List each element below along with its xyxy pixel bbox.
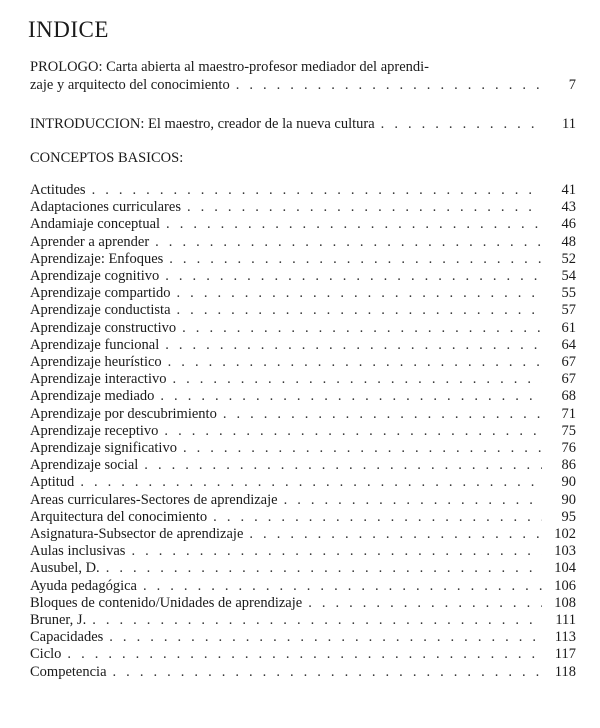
entry-page-number: 52 [561, 250, 576, 267]
dot-leader [80, 474, 542, 491]
entry-page-number: 67 [561, 354, 576, 370]
dot-leader [160, 388, 542, 405]
entry-title: Bloques de contenido/Unidades de aprendizaje [30, 594, 303, 611]
dot-leader [177, 302, 542, 319]
dot-leader [166, 216, 542, 233]
entry-page-number: 117 [554, 646, 576, 663]
index-entry [30, 664, 576, 681]
entry-page-number: 108 [554, 594, 576, 611]
dot-leader [169, 251, 542, 268]
entry-title: Aprendizaje funcional [30, 336, 160, 353]
entry-title: Aprendizaje: Enfoques [30, 250, 164, 267]
index-entry [30, 440, 576, 457]
dot-leader [165, 337, 542, 354]
dot-leader [182, 320, 542, 337]
index-entry [30, 612, 576, 629]
entry-page-number: 103 [554, 543, 576, 560]
entry-title: Aprendizaje cognitivo [30, 268, 160, 284]
index-entry [30, 371, 576, 388]
entry-page-number: 55 [561, 285, 576, 302]
entry-page-number: 113 [554, 629, 576, 646]
entry-title: Ciclo [30, 646, 62, 663]
entry-title: Ausubel, D. [30, 560, 100, 577]
entry-page-number: 111 [555, 612, 576, 628]
index-entry [30, 578, 576, 595]
entry-page-number: 90 [561, 474, 576, 491]
entry-title: Ayuda pedagógica [30, 577, 137, 594]
entry-page-number: 118 [554, 663, 576, 680]
dot-leader [155, 234, 542, 251]
entry-title: Aprendizaje heurístico [30, 354, 162, 370]
entry-page-number: 67 [561, 371, 576, 388]
dot-leader [106, 560, 542, 577]
entry-title: Andamiaje conceptual [30, 216, 161, 233]
entry-page-number: 41 [561, 182, 576, 198]
index-entry [30, 320, 576, 337]
prologo-page-number: 7 [568, 77, 576, 93]
entry-page-number: 75 [561, 422, 576, 439]
index-entry [30, 302, 576, 319]
dot-leader [165, 268, 542, 285]
entry-page-number: 48 [561, 233, 576, 250]
index-entry [30, 423, 576, 440]
entry-page-number: 46 [561, 216, 576, 233]
dot-leader [109, 629, 542, 646]
introduccion-text: INTRODUCCION: El maestro, creador de la nueva cultura [30, 116, 375, 132]
index-entry [30, 199, 576, 216]
entry-title: Areas curriculares-Sectores de aprendizaje [30, 491, 278, 508]
dot-leader [113, 664, 542, 681]
entry-title: Aulas inclusivas [30, 543, 126, 560]
entry-title: Aprendizaje constructivo [30, 319, 177, 336]
entry-title: Aprendizaje mediado [30, 388, 155, 405]
entry-page-number: 61 [561, 319, 576, 336]
dot-leader [381, 116, 542, 133]
entry-title: Aprendizaje significativo [30, 440, 177, 456]
index-entry [30, 474, 576, 491]
dot-leader [308, 595, 542, 612]
index-entry [30, 354, 576, 371]
entry-page-number: 104 [554, 560, 576, 577]
entry-title: Actitudes [30, 182, 86, 198]
page-title: INDICE [28, 17, 109, 42]
index-entry [30, 216, 576, 233]
dot-leader [168, 354, 542, 371]
dot-leader [223, 406, 542, 423]
dot-leader [67, 646, 542, 663]
index-entry [30, 268, 576, 285]
entry-title: Aprendizaje conductista [30, 302, 171, 319]
index-entry [30, 560, 576, 577]
introduccion-entry [30, 116, 576, 133]
prologo-line-1: PROLOGO: Carta abierta al maestro-profesor mediador del aprendi- [30, 59, 430, 75]
index-entry [30, 251, 576, 268]
entry-page-number: 68 [561, 388, 576, 405]
dot-leader [249, 526, 542, 543]
entry-title: Aprendizaje por descubrimiento [30, 405, 217, 422]
index-entry [30, 629, 576, 646]
entry-title: Aprendizaje compartido [30, 285, 171, 302]
entry-page-number: 106 [554, 577, 576, 594]
index-entry [30, 234, 576, 251]
dot-leader [144, 457, 542, 474]
entry-page-number: 64 [561, 336, 576, 353]
dot-leader [284, 492, 542, 509]
entry-page-number: 43 [561, 199, 576, 216]
index-entry [30, 337, 576, 354]
entry-page-number: 54 [561, 268, 576, 284]
dot-leader [164, 423, 542, 440]
dot-leader [213, 509, 542, 526]
entry-title: Aprendizaje receptivo [30, 422, 159, 439]
entry-title: Capacidades [30, 629, 104, 646]
dot-leader [187, 199, 542, 216]
dot-leader [92, 612, 542, 629]
entry-title: Aptitud [30, 474, 75, 491]
prologo-entry [30, 77, 576, 94]
section-heading: CONCEPTOS BASICOS: [30, 150, 184, 166]
entry-title: Aprendizaje interactivo [30, 371, 167, 388]
index-entry [30, 509, 576, 526]
index-entry [30, 526, 576, 543]
entry-page-number: 95 [561, 508, 576, 525]
index-entry [30, 457, 576, 474]
dot-leader [183, 440, 542, 457]
entry-title: Aprender a aprender [30, 233, 150, 250]
dot-leader [143, 578, 542, 595]
dot-leader [92, 182, 542, 199]
entry-page-number: 102 [554, 526, 576, 542]
index-entry [30, 492, 576, 509]
index-entry [30, 595, 576, 612]
index-entry [30, 406, 576, 423]
index-entry [30, 646, 576, 663]
entry-title: Arquitectura del conocimiento [30, 508, 208, 525]
entry-page-number: 76 [561, 440, 576, 456]
entry-page-number: 86 [561, 457, 576, 474]
index-entry [30, 285, 576, 302]
entry-title: Asignatura-Subsector de aprendizaje [30, 526, 244, 542]
introduccion-page-number: 11 [562, 116, 576, 132]
prologo-line-2: zaje y arquitecto del conocimiento [30, 77, 230, 93]
dot-leader [131, 543, 542, 560]
dot-leader [172, 371, 542, 388]
entry-page-number: 90 [561, 491, 576, 508]
entry-title: Bruner, J. [30, 612, 87, 628]
dot-leader [177, 285, 542, 302]
dot-leader [236, 77, 542, 94]
entry-title: Aprendizaje social [30, 457, 139, 474]
entry-title: Adaptaciones curriculares [30, 199, 181, 216]
index-entry [30, 388, 576, 405]
index-entry [30, 543, 576, 560]
entry-title: Competencia [30, 663, 107, 680]
entry-page-number: 71 [561, 405, 576, 422]
index-entry [30, 182, 576, 199]
entry-page-number: 57 [561, 302, 576, 319]
